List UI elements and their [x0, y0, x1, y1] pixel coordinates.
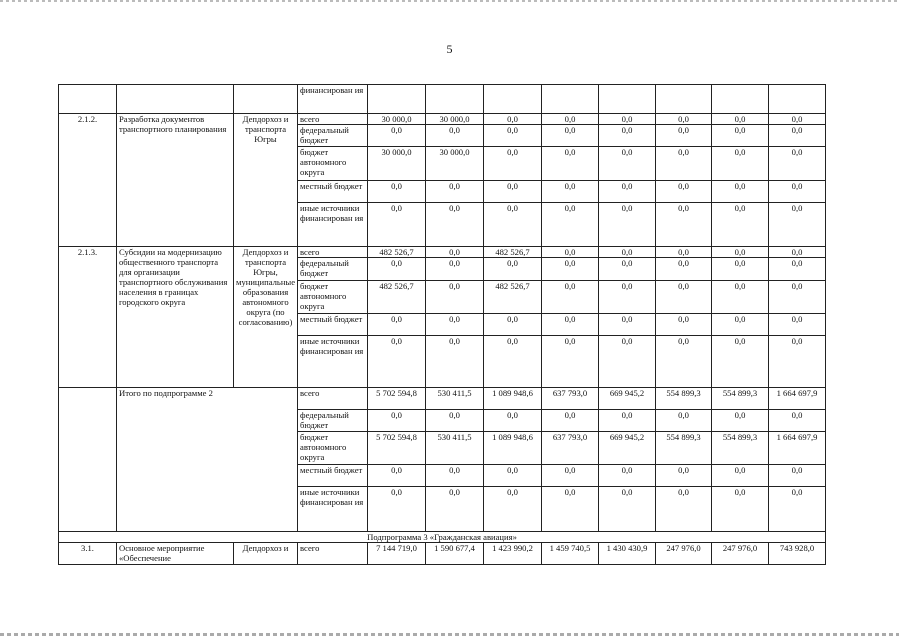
value-cell: 0,0: [426, 181, 484, 203]
value-cell: 0,0: [656, 487, 712, 532]
value-cell: 0,0: [712, 487, 769, 532]
value-cell: 0,0: [542, 203, 599, 247]
value-cell: 0,0: [484, 258, 542, 281]
value-cell: 0,0: [656, 114, 712, 125]
value-cell: 30 000,0: [426, 147, 484, 181]
value-cell: 0,0: [484, 203, 542, 247]
source-label: всего: [298, 247, 368, 258]
value-cell: 0,0: [712, 247, 769, 258]
value-cell: 0,0: [542, 147, 599, 181]
value-cell: 482 526,7: [484, 247, 542, 258]
value-cell: 0,0: [426, 247, 484, 258]
table-row: [59, 388, 826, 410]
value-cell: 0,0: [656, 336, 712, 388]
value-cell: 1 430 430,9: [599, 543, 656, 565]
value-cell: 0,0: [769, 247, 826, 258]
value-cell: 0,0: [368, 487, 426, 532]
value-cell: 0,0: [484, 336, 542, 388]
value-cell: 0,0: [426, 125, 484, 147]
value-cell: 0,0: [712, 410, 769, 432]
source-label: всего: [298, 114, 368, 125]
value-cell: 0,0: [542, 487, 599, 532]
value-cell: 247 976,0: [656, 543, 712, 565]
value-cell: 7 144 719,0: [368, 543, 426, 565]
value-cell: 0,0: [599, 258, 656, 281]
value-cell: 0,0: [769, 181, 826, 203]
value-cell: 5 702 594,8: [368, 388, 426, 410]
value-cell: 0,0: [769, 258, 826, 281]
value-cell: 530 411,5: [426, 432, 484, 465]
row-number: 2.1.2.: [59, 114, 117, 247]
value-cell: 0,0: [769, 203, 826, 247]
value-cell: 0,0: [599, 147, 656, 181]
value-cell: 1 664 697,9: [769, 388, 826, 410]
source-label: местный бюджет: [298, 465, 368, 487]
subprogram-header: Подпрограмма 3 «Гражданская авиация»: [59, 532, 826, 543]
value-cell: 0,0: [542, 465, 599, 487]
value-cell: 0,0: [769, 114, 826, 125]
value-cell: 0,0: [769, 465, 826, 487]
value-cell: 30 000,0: [368, 147, 426, 181]
value-cell: 0,0: [712, 147, 769, 181]
value-cell: 0,0: [484, 181, 542, 203]
value-cell: 0,0: [542, 336, 599, 388]
value-cell: 0,0: [599, 125, 656, 147]
value-cell: 0,0: [426, 314, 484, 336]
value-cell: 482 526,7: [368, 247, 426, 258]
value-cell: 743 928,0: [769, 543, 826, 565]
value-cell: 0,0: [656, 203, 712, 247]
value-cell: 0,0: [656, 281, 712, 314]
value-cell: 0,0: [484, 487, 542, 532]
budget-table: [58, 84, 826, 565]
table-row: [59, 543, 826, 565]
value-cell: 0,0: [656, 465, 712, 487]
value-cell: 1 089 948,6: [484, 388, 542, 410]
value-cell: 0,0: [599, 410, 656, 432]
source-label: иные источники финансирован ия: [298, 203, 368, 247]
value-cell: 0,0: [712, 281, 769, 314]
value-cell: 0,0: [599, 203, 656, 247]
scan-top-edge: [0, 0, 899, 2]
table-row: [59, 532, 826, 543]
value-cell: 0,0: [484, 465, 542, 487]
value-cell: 0,0: [656, 125, 712, 147]
value-cell: 0,0: [599, 465, 656, 487]
row-number: 3.1.: [59, 543, 117, 565]
value-cell: 637 793,0: [542, 388, 599, 410]
source-label: федеральный бюджет: [298, 410, 368, 432]
source-label: местный бюджет: [298, 314, 368, 336]
value-cell: 669 945,2: [599, 432, 656, 465]
total-label: Итого по подпрограмме 2: [117, 388, 298, 532]
value-cell: 530 411,5: [426, 388, 484, 410]
value-cell: 1 590 677,4: [426, 543, 484, 565]
value-cell: 0,0: [484, 114, 542, 125]
value-cell: 0,0: [656, 181, 712, 203]
responsible-executor: Депдорхоз и транспорта Югры: [234, 114, 298, 247]
value-cell: 0,0: [368, 258, 426, 281]
activity-name: Основное мероприятие «Обеспечение: [117, 543, 234, 565]
value-cell: 0,0: [542, 247, 599, 258]
source-label: федеральный бюджет: [298, 258, 368, 281]
value-cell: 554 899,3: [712, 388, 769, 410]
value-cell: 0,0: [542, 410, 599, 432]
value-cell: 0,0: [712, 114, 769, 125]
value-cell: 0,0: [542, 114, 599, 125]
value-cell: 482 526,7: [368, 281, 426, 314]
value-cell: 0,0: [712, 203, 769, 247]
source-label: иные источники финансирован ия: [298, 336, 368, 388]
value-cell: 0,0: [484, 314, 542, 336]
responsible-executor: Депдорхоз и: [234, 543, 298, 565]
value-cell: 0,0: [484, 147, 542, 181]
table-row: [59, 85, 826, 114]
source-label: местный бюджет: [298, 181, 368, 203]
activity-name: Разработка документов транспортного планирования: [117, 114, 234, 247]
row-number: 2.1.3.: [59, 247, 117, 388]
value-cell: 554 899,3: [656, 432, 712, 465]
value-cell: 0,0: [712, 258, 769, 281]
value-cell: 482 526,7: [484, 281, 542, 314]
value-cell: 5 702 594,8: [368, 432, 426, 465]
table-row: [59, 114, 826, 125]
value-cell: 0,0: [769, 314, 826, 336]
value-cell: 0,0: [712, 336, 769, 388]
value-cell: 0,0: [368, 465, 426, 487]
value-cell: 0,0: [368, 314, 426, 336]
value-cell: 0,0: [484, 410, 542, 432]
value-cell: 554 899,3: [712, 432, 769, 465]
value-cell: 1 664 697,9: [769, 432, 826, 465]
value-cell: 0,0: [542, 258, 599, 281]
source-label: иные источники финансирован ия: [298, 487, 368, 532]
value-cell: 0,0: [656, 314, 712, 336]
value-cell: 247 976,0: [712, 543, 769, 565]
value-cell: 0,0: [426, 258, 484, 281]
value-cell: 0,0: [368, 410, 426, 432]
table-row: [59, 247, 826, 258]
value-cell: 0,0: [712, 181, 769, 203]
value-cell: 0,0: [368, 125, 426, 147]
value-cell: 0,0: [712, 314, 769, 336]
value-cell: 0,0: [656, 247, 712, 258]
value-cell: 1 089 948,6: [484, 432, 542, 465]
value-cell: 1 459 740,5: [542, 543, 599, 565]
value-cell: 0,0: [712, 465, 769, 487]
value-cell: 0,0: [426, 410, 484, 432]
value-cell: 0,0: [656, 258, 712, 281]
value-cell: 0,0: [599, 114, 656, 125]
page-number: 5: [446, 42, 453, 56]
value-cell: 30 000,0: [368, 114, 426, 125]
scan-bottom-edge: [0, 633, 899, 636]
value-cell: 0,0: [599, 336, 656, 388]
value-cell: 0,0: [769, 125, 826, 147]
value-cell: 0,0: [368, 336, 426, 388]
responsible-executor: Депдорхоз и транспорта Югры, муниципальные образования автономного округа (по согласованию): [234, 247, 298, 388]
source-label: всего: [298, 543, 368, 565]
value-cell: 0,0: [599, 281, 656, 314]
activity-name: Субсидии на модернизацию общественного транспорта для организации транспортного обслуживания населения в границах городского округа: [117, 247, 234, 388]
value-cell: 0,0: [599, 314, 656, 336]
value-cell: 669 945,2: [599, 388, 656, 410]
value-cell: 0,0: [426, 203, 484, 247]
value-cell: 0,0: [712, 125, 769, 147]
value-cell: 0,0: [599, 181, 656, 203]
value-cell: 0,0: [599, 247, 656, 258]
value-cell: 30 000,0: [426, 114, 484, 125]
value-cell: 0,0: [769, 281, 826, 314]
value-cell: 0,0: [542, 314, 599, 336]
value-cell: 0,0: [426, 465, 484, 487]
value-cell: 0,0: [769, 336, 826, 388]
value-cell: 0,0: [769, 487, 826, 532]
value-cell: 0,0: [656, 410, 712, 432]
source-label: федеральный бюджет: [298, 125, 368, 147]
value-cell: 0,0: [769, 410, 826, 432]
value-cell: 0,0: [542, 125, 599, 147]
value-cell: 0,0: [599, 487, 656, 532]
value-cell: 0,0: [542, 181, 599, 203]
value-cell: 0,0: [368, 181, 426, 203]
value-cell: 0,0: [769, 147, 826, 181]
source-label: бюджет автономного округа: [298, 432, 368, 465]
value-cell: 1 423 990,2: [484, 543, 542, 565]
source-label: бюджет автономного округа: [298, 147, 368, 181]
value-cell: 0,0: [426, 281, 484, 314]
value-cell: 0,0: [426, 487, 484, 532]
value-cell: 0,0: [368, 203, 426, 247]
value-cell: 0,0: [656, 147, 712, 181]
value-cell: 637 793,0: [542, 432, 599, 465]
source-label: финансирован ия: [298, 85, 368, 114]
value-cell: 0,0: [542, 281, 599, 314]
value-cell: 0,0: [426, 336, 484, 388]
value-cell: 554 899,3: [656, 388, 712, 410]
value-cell: 0,0: [484, 125, 542, 147]
source-label: бюджет автономного округа: [298, 281, 368, 314]
source-label: всего: [298, 388, 368, 410]
